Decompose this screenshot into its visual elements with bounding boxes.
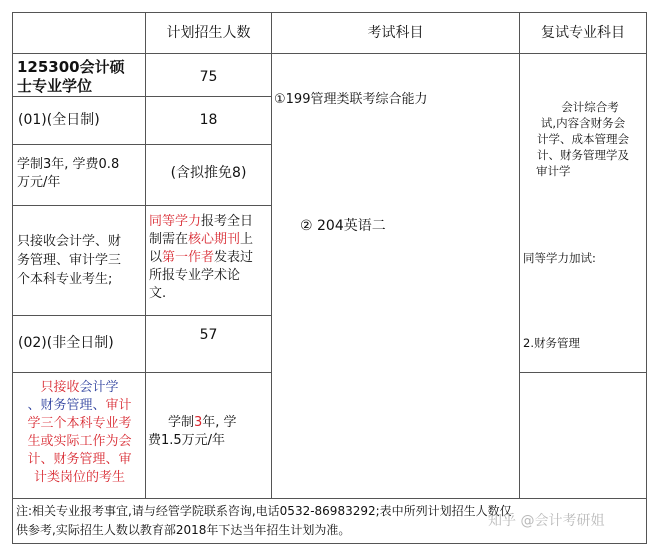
parttime-req-line bbox=[14, 379, 145, 397]
parttime-fee bbox=[148, 414, 271, 450]
equiv-text-3a: 以 bbox=[149, 250, 163, 265]
equiv-text-2b: 上 bbox=[240, 232, 254, 247]
row-line-parttime-retest bbox=[519, 372, 647, 373]
parttime-req-segment: 学三个本科专业考 bbox=[27, 416, 132, 431]
retest-extra-label: 同等学力加试: bbox=[523, 251, 596, 265]
parttime-req-line bbox=[14, 397, 145, 415]
parttime-req-line bbox=[14, 433, 145, 451]
equiv-line5: 文. bbox=[149, 286, 167, 301]
retest-line2: 试,内容含财务会 bbox=[540, 116, 626, 130]
parttime-fee-line2: 费1.5万元/年 bbox=[148, 433, 226, 448]
program-plan-total: 75 bbox=[199, 69, 218, 85]
equivalent-requirement bbox=[149, 213, 271, 303]
program-title bbox=[17, 58, 145, 96]
equiv-text-1: 报考全日 bbox=[201, 214, 254, 229]
fulltime-requirement bbox=[17, 232, 145, 289]
retest-subjects bbox=[520, 99, 646, 179]
col-line-right bbox=[646, 12, 647, 543]
row-line-program bbox=[12, 96, 271, 97]
fulltime-duration-line1: 学制3年, 学费0.8 bbox=[17, 157, 120, 172]
retest-line1: 会计综合考 bbox=[561, 100, 619, 114]
parttime-req-segment: 计、财务管理、审 bbox=[27, 452, 132, 467]
col-line-left bbox=[12, 12, 13, 543]
equiv-line3 bbox=[149, 249, 271, 267]
fulltime-duration bbox=[17, 156, 145, 192]
parttime-fee-text-a: 学制 bbox=[168, 415, 195, 430]
parttime-req-line bbox=[14, 469, 145, 487]
parttime-fee-line1 bbox=[148, 414, 271, 432]
parttime-requirement bbox=[14, 379, 145, 487]
parttime-req-line bbox=[14, 415, 145, 433]
fulltime-label: (01)(全日制) bbox=[18, 112, 100, 128]
exam-subject-2: ② 204英语二 bbox=[300, 218, 386, 234]
parttime-req-line bbox=[14, 451, 145, 469]
retest-line3: 计学、成本管理会 bbox=[537, 132, 629, 146]
row-line-bottom bbox=[12, 498, 647, 499]
equiv-red-3: 第一作者 bbox=[162, 250, 215, 265]
equiv-text-3b: 发表过 bbox=[214, 250, 254, 265]
col-line-2 bbox=[271, 12, 272, 498]
row-line-requirement bbox=[12, 315, 271, 316]
retest-line4: 计、财务管理学及 bbox=[537, 148, 629, 162]
equiv-text-2a: 制需在 bbox=[149, 232, 189, 247]
row-line-parttime bbox=[12, 372, 271, 373]
fulltime-plan: 18 bbox=[199, 112, 218, 128]
fulltime-plan-note: (含拟推免8) bbox=[170, 165, 247, 181]
parttime-req-segment: 、财务管理、 bbox=[27, 398, 106, 413]
row-line-top bbox=[12, 12, 647, 13]
row-line-duration bbox=[12, 205, 271, 206]
footnote-line2: 供参考,实际招生人数以教育部2018年下达当年招生计划为准。 bbox=[16, 523, 351, 537]
equiv-red-1: 同等学力 bbox=[149, 214, 202, 229]
parttime-plan: 57 bbox=[199, 327, 218, 343]
program-title-line2: 士专业学位 bbox=[17, 77, 93, 95]
parttime-req-segment: 只接收 bbox=[40, 380, 80, 395]
header-exam-subjects: 考试科目 bbox=[367, 25, 424, 41]
parttime-req-segment: 生或实际工作为会 bbox=[27, 434, 132, 449]
equiv-line4: 所报专业学术论 bbox=[149, 268, 241, 283]
fulltime-req-line2: 务管理、审计学三 bbox=[17, 253, 122, 268]
fulltime-req-line3: 个本科专业考生; bbox=[17, 272, 113, 287]
parttime-req-segment: 计类岗位的考生 bbox=[33, 470, 125, 485]
equiv-line2 bbox=[149, 231, 271, 249]
row-line-note-bottom bbox=[12, 543, 647, 544]
parttime-req-segment: 会计学 bbox=[79, 380, 119, 395]
header-retest-subjects: 复试专业科目 bbox=[541, 25, 625, 41]
watermark: 知乎 @会计考研姐 bbox=[488, 513, 605, 529]
parttime-fee-red: 3 bbox=[194, 415, 203, 430]
col-line-3 bbox=[519, 12, 520, 498]
parttime-req-segment: 审计 bbox=[105, 398, 132, 413]
retest-line5: 审计学 bbox=[536, 164, 571, 178]
parttime-label: (02)(非全日制) bbox=[18, 335, 114, 351]
parttime-fee-text-b: 年, 学 bbox=[202, 415, 237, 430]
fulltime-duration-line2: 万元/年 bbox=[17, 175, 61, 190]
equiv-red-2: 核心期刊 bbox=[188, 232, 241, 247]
program-title-line1: 125300会计硕 bbox=[17, 58, 125, 76]
row-line-header bbox=[12, 53, 647, 54]
retest-extra-item: 2.财务管理 bbox=[523, 336, 580, 350]
exam-subject-1: ①199管理类联考综合能力 bbox=[274, 92, 428, 107]
header-plan-count: 计划招生人数 bbox=[166, 25, 251, 41]
row-line-fulltime bbox=[12, 144, 271, 145]
footnote-line1: 注:相关专业报考事宜,请与经管学院联系咨询,电话0532-86983292;表中所列计划招生人数仅 bbox=[16, 504, 512, 518]
fulltime-req-line1: 只接收会计学、财 bbox=[17, 234, 122, 249]
equiv-line1 bbox=[149, 213, 271, 231]
